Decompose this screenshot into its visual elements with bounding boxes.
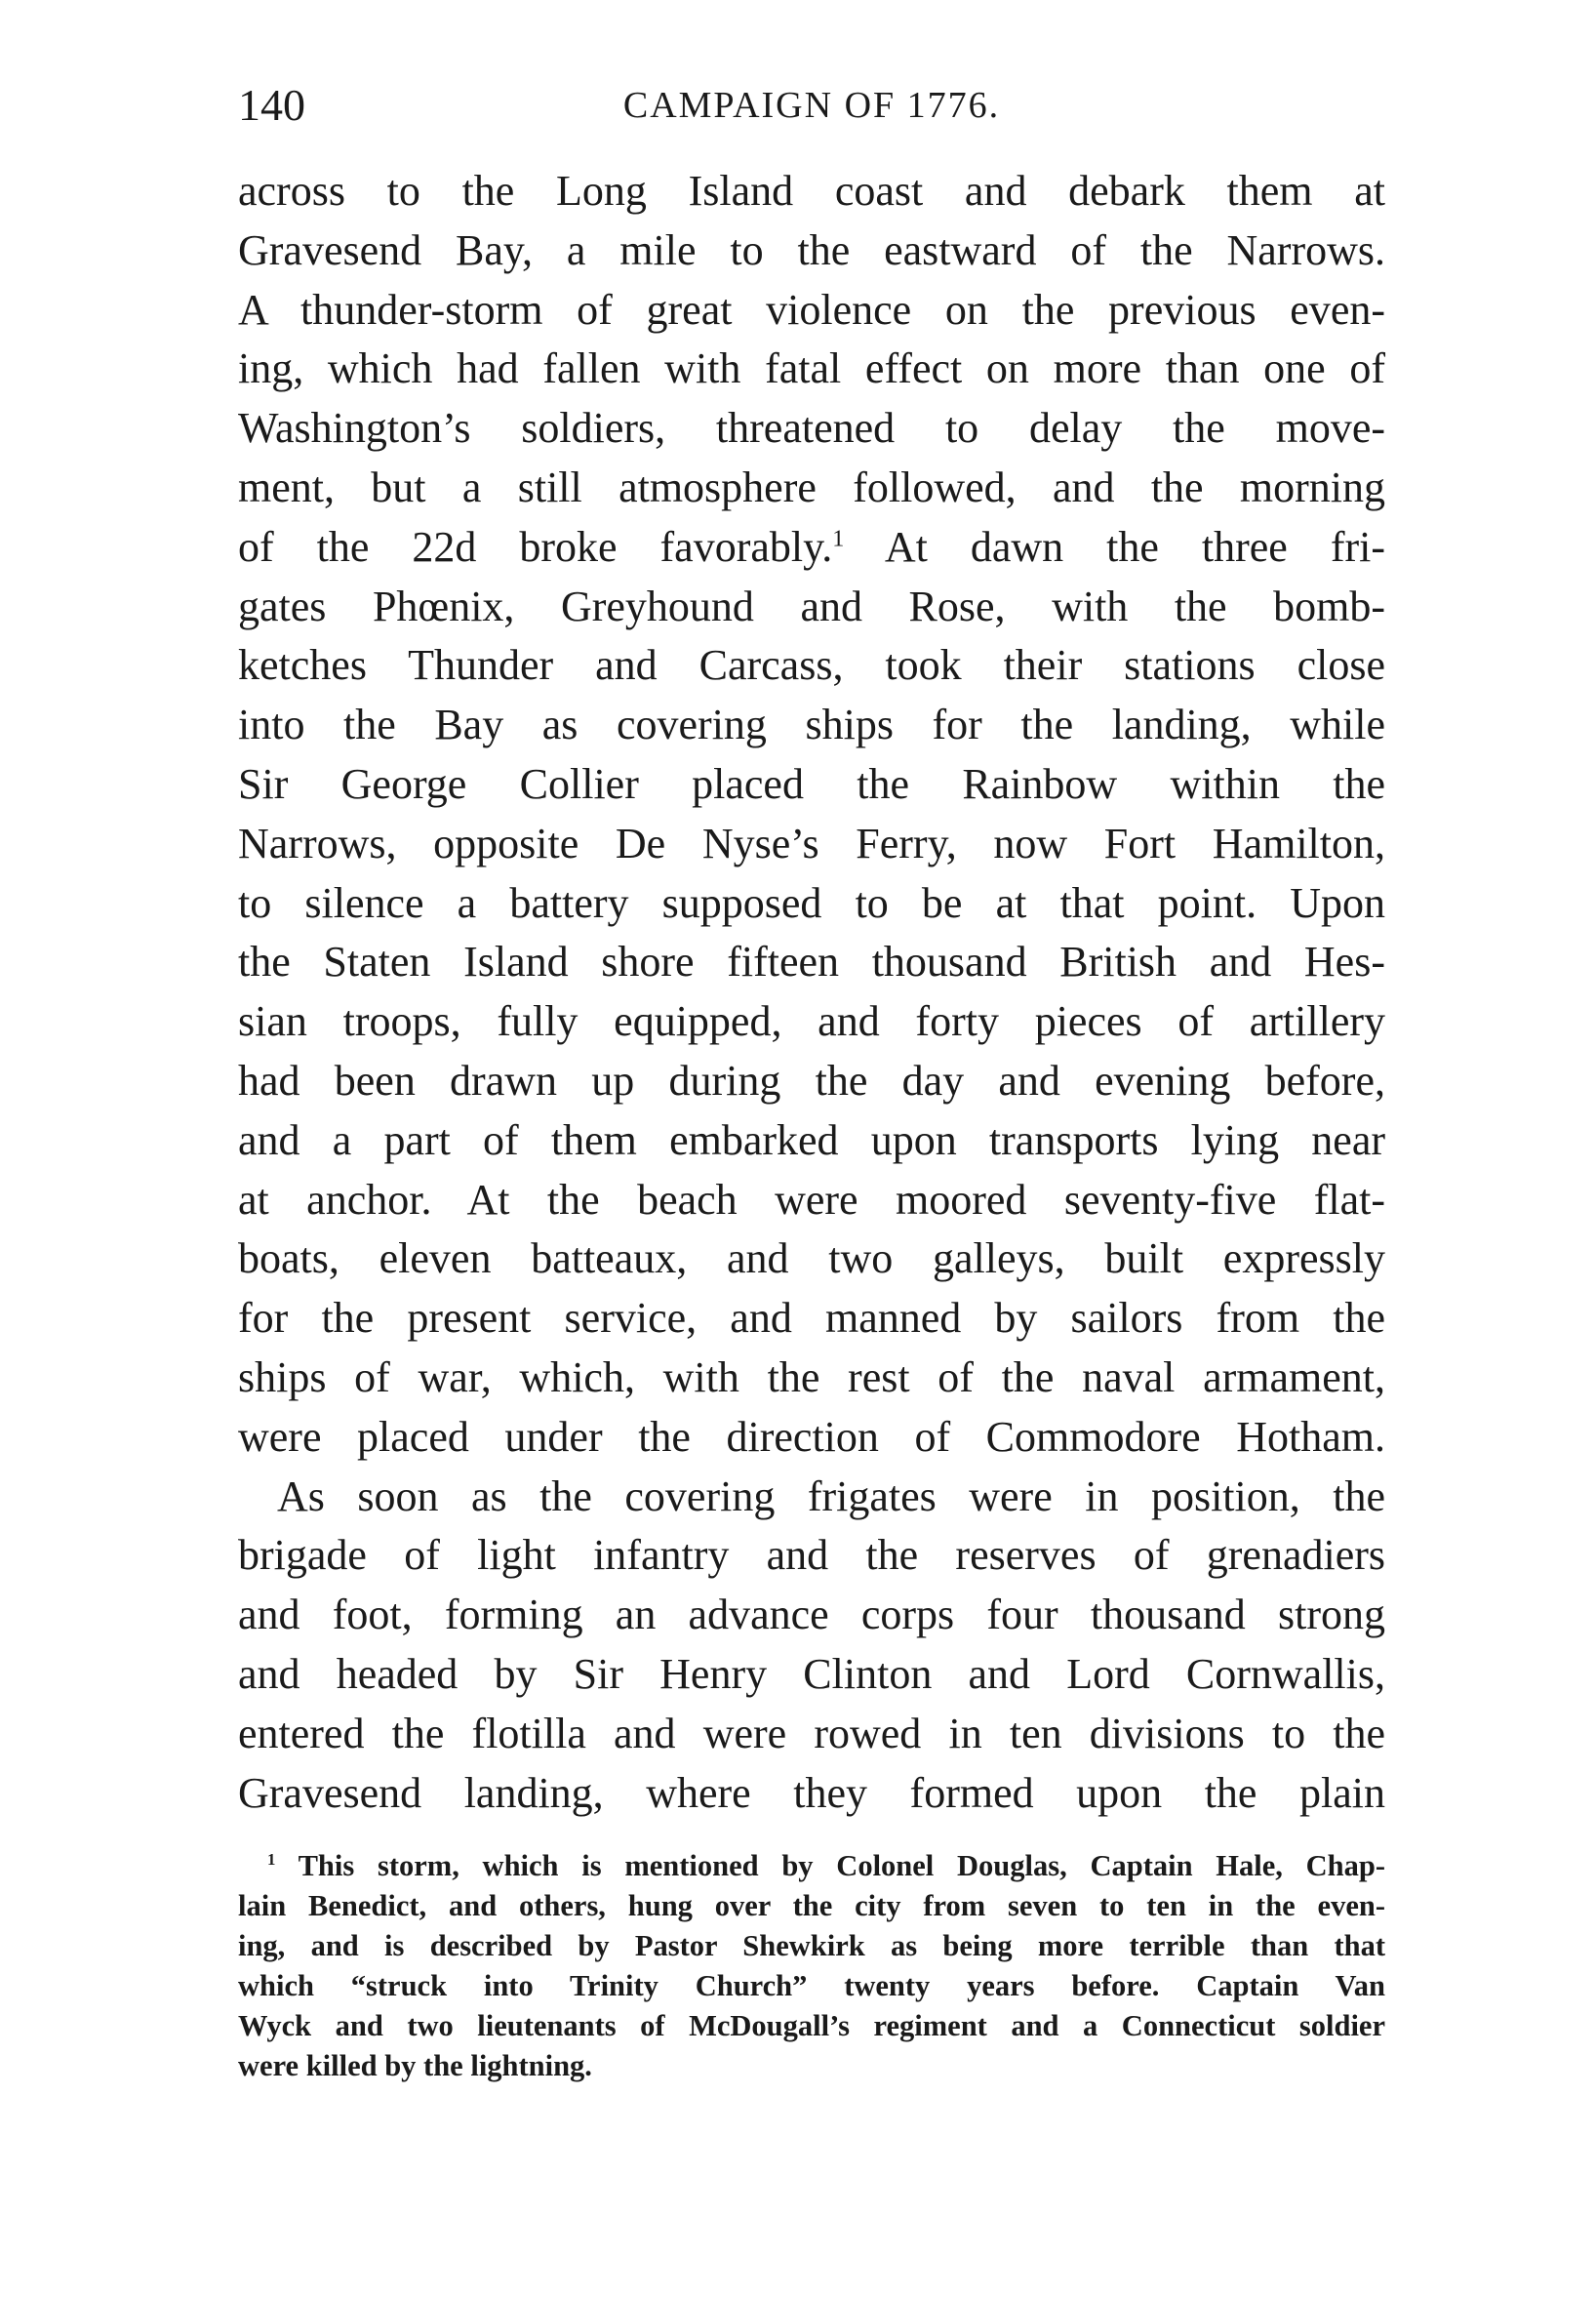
body-text — [238, 162, 1385, 1823]
text-line: at anchor. At the beach were moored seventy-five flat- — [238, 1175, 1385, 1224]
text-line: As soon as the covering frigates were in position, the — [277, 1471, 1385, 1520]
text-line: boats, eleven batteaux, and two galleys, built expressly — [238, 1234, 1385, 1283]
text-line: ing, which had fallen with fatal effect on more than one of — [238, 344, 1385, 393]
footnote-line — [238, 1846, 1385, 1886]
text-line: Narrows, opposite De Nyse’s Ferry, now Fort Hamilton, — [238, 819, 1385, 867]
running-title: CAMPAIGN OF 1776. — [622, 85, 1001, 126]
text-line: into the Bay as covering ships for the landing, while — [238, 701, 1385, 749]
running-head — [238, 76, 1385, 135]
footnote-line: Wyck and two lieutenants of McDougall’s regiment and a Connecticut soldier — [238, 2009, 1385, 2042]
text-line: to silence a battery supposed to be at that point. Upon — [238, 878, 1385, 927]
paragraph-2 — [238, 1468, 1385, 1824]
text-line: Gravesend landing, where they formed upon the plain — [238, 1768, 1385, 1817]
text-line: and a part of them embarked upon transports lying near — [238, 1115, 1385, 1164]
text-line: brigade of light infantry and the reserves of grenadiers — [238, 1531, 1385, 1580]
page-number: 140 — [238, 80, 305, 130]
text-fragment: of the 22d broke favorably. — [238, 522, 833, 571]
text-line: had been drawn up during the day and evening before, — [238, 1056, 1385, 1105]
text-line: the Staten Island shore fifteen thousand British and Hes- — [238, 938, 1385, 987]
text-line: and foot, forming an advance corps four thousand strong — [238, 1591, 1385, 1639]
text-line: Sir George Collier placed the Rainbow within the — [238, 759, 1385, 808]
text-line: sian troops, fully equipped, and forty pieces of artillery — [238, 997, 1385, 1046]
footnote-line: lain Benedict, and others, hung over the city from seven to ten in the even- — [238, 1889, 1385, 1922]
paragraph-1 — [238, 162, 1385, 1468]
text-line: ketches Thunder and Carcass, took their stations close — [238, 641, 1385, 690]
footnote-line: which “struck into Trinity Church” twenty years before. Captain Van — [238, 1969, 1385, 2002]
footnote-marker: 1 — [267, 1849, 276, 1869]
text-line: A thunder-storm of great violence on the previous even- — [238, 285, 1385, 334]
footnote-reference: 1 — [832, 525, 845, 552]
text-line: entered the flotilla and were rowed in ten divisions to the — [238, 1709, 1385, 1757]
text-line: ships of war, which, with the rest of the naval armament, — [238, 1352, 1385, 1401]
text-line: Gravesend Bay, a mile to the eastward of the Narrows. — [238, 225, 1385, 274]
footnotes — [238, 1846, 1385, 2086]
text-line: across to the Long Island coast and debark them at — [238, 167, 1385, 215]
text-fragment: At dawn the three fri- — [844, 522, 1385, 571]
text-line: gates Phœnix, Greyhound and Rose, with the bomb- — [238, 582, 1385, 630]
text-line: for the present service, and manned by sailors from the — [238, 1294, 1385, 1343]
text-line: were placed under the direction of Commodore Hotham. — [238, 1412, 1385, 1461]
text-line: Washington’s soldiers, threatened to delay the move- — [238, 404, 1385, 453]
text-fragment: This storm, which is mentioned by Colonel Douglas, Captain Hale, Chap- — [275, 1849, 1385, 1882]
text-line: ment, but a still atmosphere followed, and the morning — [238, 463, 1385, 511]
text-line-with-footnote-ref — [238, 518, 1385, 578]
text-line: and headed by Sir Henry Clinton and Lord Cornwallis, — [238, 1649, 1385, 1698]
footnote-line: were killed by the lightning. — [238, 2049, 592, 2082]
footnote-line: ing, and is described by Pastor Shewkirk as being more terrible than that — [238, 1929, 1385, 1962]
footnote-1 — [238, 1846, 1385, 2086]
